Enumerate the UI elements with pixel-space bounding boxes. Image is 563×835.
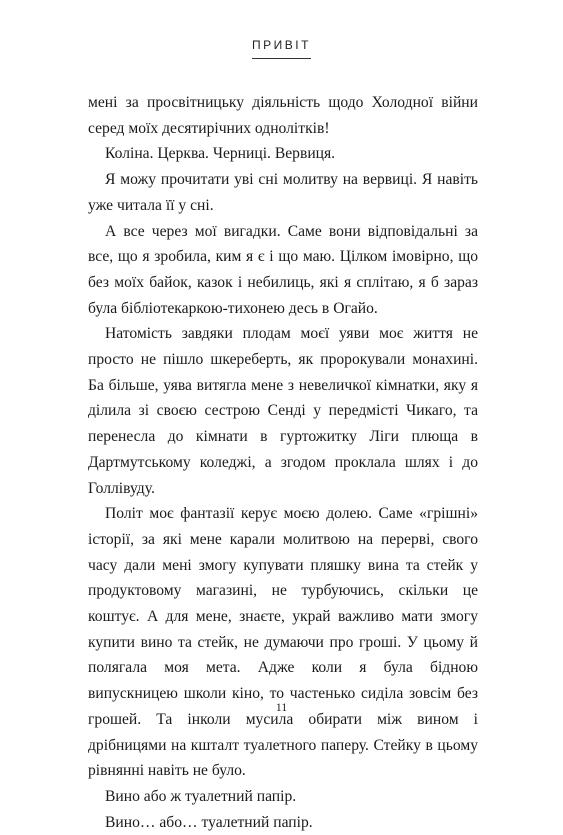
paragraph: Вино… або… туалетний папір. (105, 813, 313, 831)
page-number: 11 (275, 700, 288, 714)
paragraph: Натомість завдяки плодам моєї уяви моє життя не просто не пішло шкереберть, як пророкували монахині. Ба більше, уява витягла мене з невеличкої кімнатки, яку я ділила зі своєю сестрою Сенді у передмісті Чикаго, та перенесла до кімнати в гуртожитку Ліги плюща в Дартмутському коледжі, а згодом проклала шлях і до Голлівуду. (88, 325, 478, 497)
paragraph: Я можу прочитати уві сні молитву на вервиці. Я навіть уже читала її у сні. (88, 171, 478, 214)
paragraph: А все через мої вигадки. Саме вони відповідальні за все, що я зробила, ким я є і що маю. Цілком імовірно, що без моїх байок, казок і небилиць, які я сплітаю, я б зараз була бібліотекаркою-тихонею десь в Огайо. (88, 222, 478, 317)
paragraph: Вино або ж туалетний папір. (105, 787, 297, 805)
text-block (88, 90, 478, 835)
paragraph-continued: мені за просвітницьку діяльність щодо Холодної війни серед моїх десятирічних однолітків! (88, 94, 478, 137)
running-head: ПРИВІТ (252, 38, 311, 52)
running-head-rule (252, 58, 311, 59)
paragraph: Коліна. Церква. Черниці. Вервиця. (105, 145, 336, 163)
paragraph: Політ моє фантазії керує моєю долею. Саме «грішні» історії, за які мене карали молитвою на перерві, свого часу дали мені змогу купувати пляшку вина та стейк у продуктовому магазині, не турбуючись, скільки це коштує. А для мене, знаєте, украй важливо мати змогу купити вино та стейк, не думаючи про гроші. У цьому й полягала моя мета. Адже коли я була бідною випускницею школи кіно, то частенько сиділа зовсім без грошей. Та інколи мусила обирати між вином і дрібницями на кшталт туалетного паперу. Стейку в цьому рівнянні навіть не було. (88, 505, 478, 780)
